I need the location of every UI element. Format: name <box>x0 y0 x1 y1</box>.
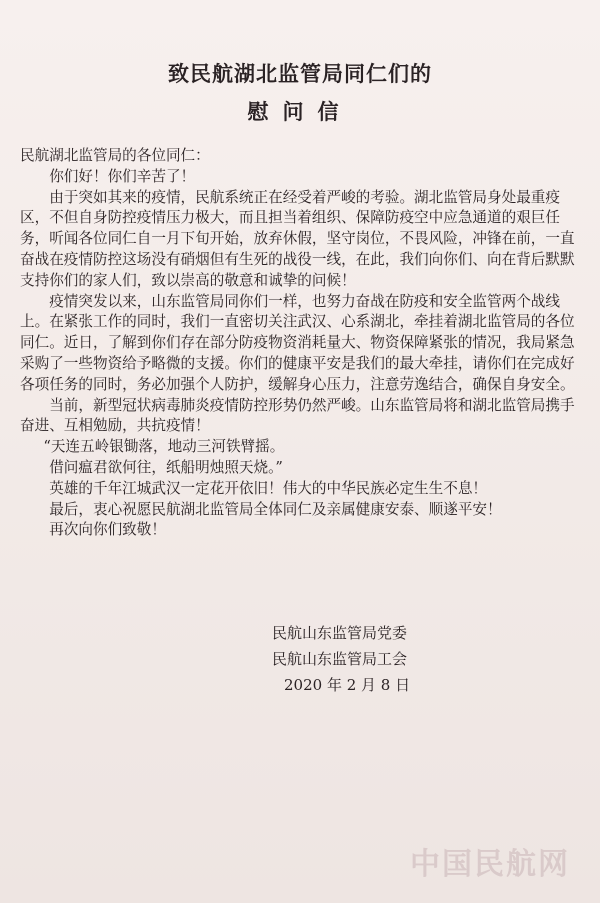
letter-body <box>20 146 584 541</box>
signature-org-party: 民航山东监管局党委 <box>272 624 408 642</box>
poem-line-1: “天连五岭银锄落，地动三河铁臂摇。 <box>43 438 285 456</box>
paragraph-2: 疫情突发以来，山东监管局同你们一样，也努力奋战在防疫和安全监管两个战线上。在紧张工作的同时，我们一直密切关注武汉、心系湖北，牵挂着湖北监管局的各位同仁。近日，了解到你们存在部分防疫物资消耗量大、物资保障紧张的情况，我局紧急采购了一些物资给予略微的支援。你们的健康平安是我们的最大牵挂，请你们在完成好各项任务的同时，务必加强个人防护，缓解身心压力，注意劳逸结合，确保自身安全。 <box>20 292 575 393</box>
paragraph-1: 由于突如其来的疫情，民航系统正在经受着严峻的考验。湖北监管局身处最重疫区，不但自身防控疫情压力极大，而且担当着组织、保障防疫空中应急通道的艰巨任务，听闻各位同仁自一月下旬开始，放弃休假，坚守岗位，不畏风险，冲锋在前，一直奋战在疫情防控这场没有硝烟但有生死的战役一线，在此，我们向你们、向在背后默默支持你们的家人们，致以崇高的敬意和诚挚的问候！ <box>20 188 575 289</box>
poem-line-2: 借问瘟君欲何往，纸船明烛照天烧。” <box>49 458 283 476</box>
letter-title-line2: 慰问信 <box>247 100 353 124</box>
closing-line-2: 最后，衷心祝愿民航湖北监管局全体同仁及亲属健康安泰、顺遂平安！ <box>49 500 502 518</box>
closing-line-3: 再次向你们致敬！ <box>49 521 166 539</box>
salutation: 民航湖北监管局的各位同仁： <box>20 147 210 164</box>
greeting: 你们好！你们辛苦了！ <box>49 167 196 185</box>
signature-block <box>272 620 410 698</box>
signature-org-union: 民航山东监管局工会 <box>272 650 408 668</box>
letter-title-line1: 致民航湖北监管局同仁们的 <box>168 62 432 86</box>
signature-date: 2020 年 2 月 8 日 <box>284 676 411 694</box>
site-watermark: 中国民航网 <box>410 847 570 882</box>
closing-line-1: 英雄的千年江城武汉一定花开依旧！伟大的中华民族必定生生不息！ <box>49 479 488 497</box>
paragraph-3: 当前，新型冠状病毒肺炎疫情防控形势仍然严峻。山东监管局将和湖北监管局携手奋进、互相勉励，共抗疫情！ <box>20 396 575 435</box>
